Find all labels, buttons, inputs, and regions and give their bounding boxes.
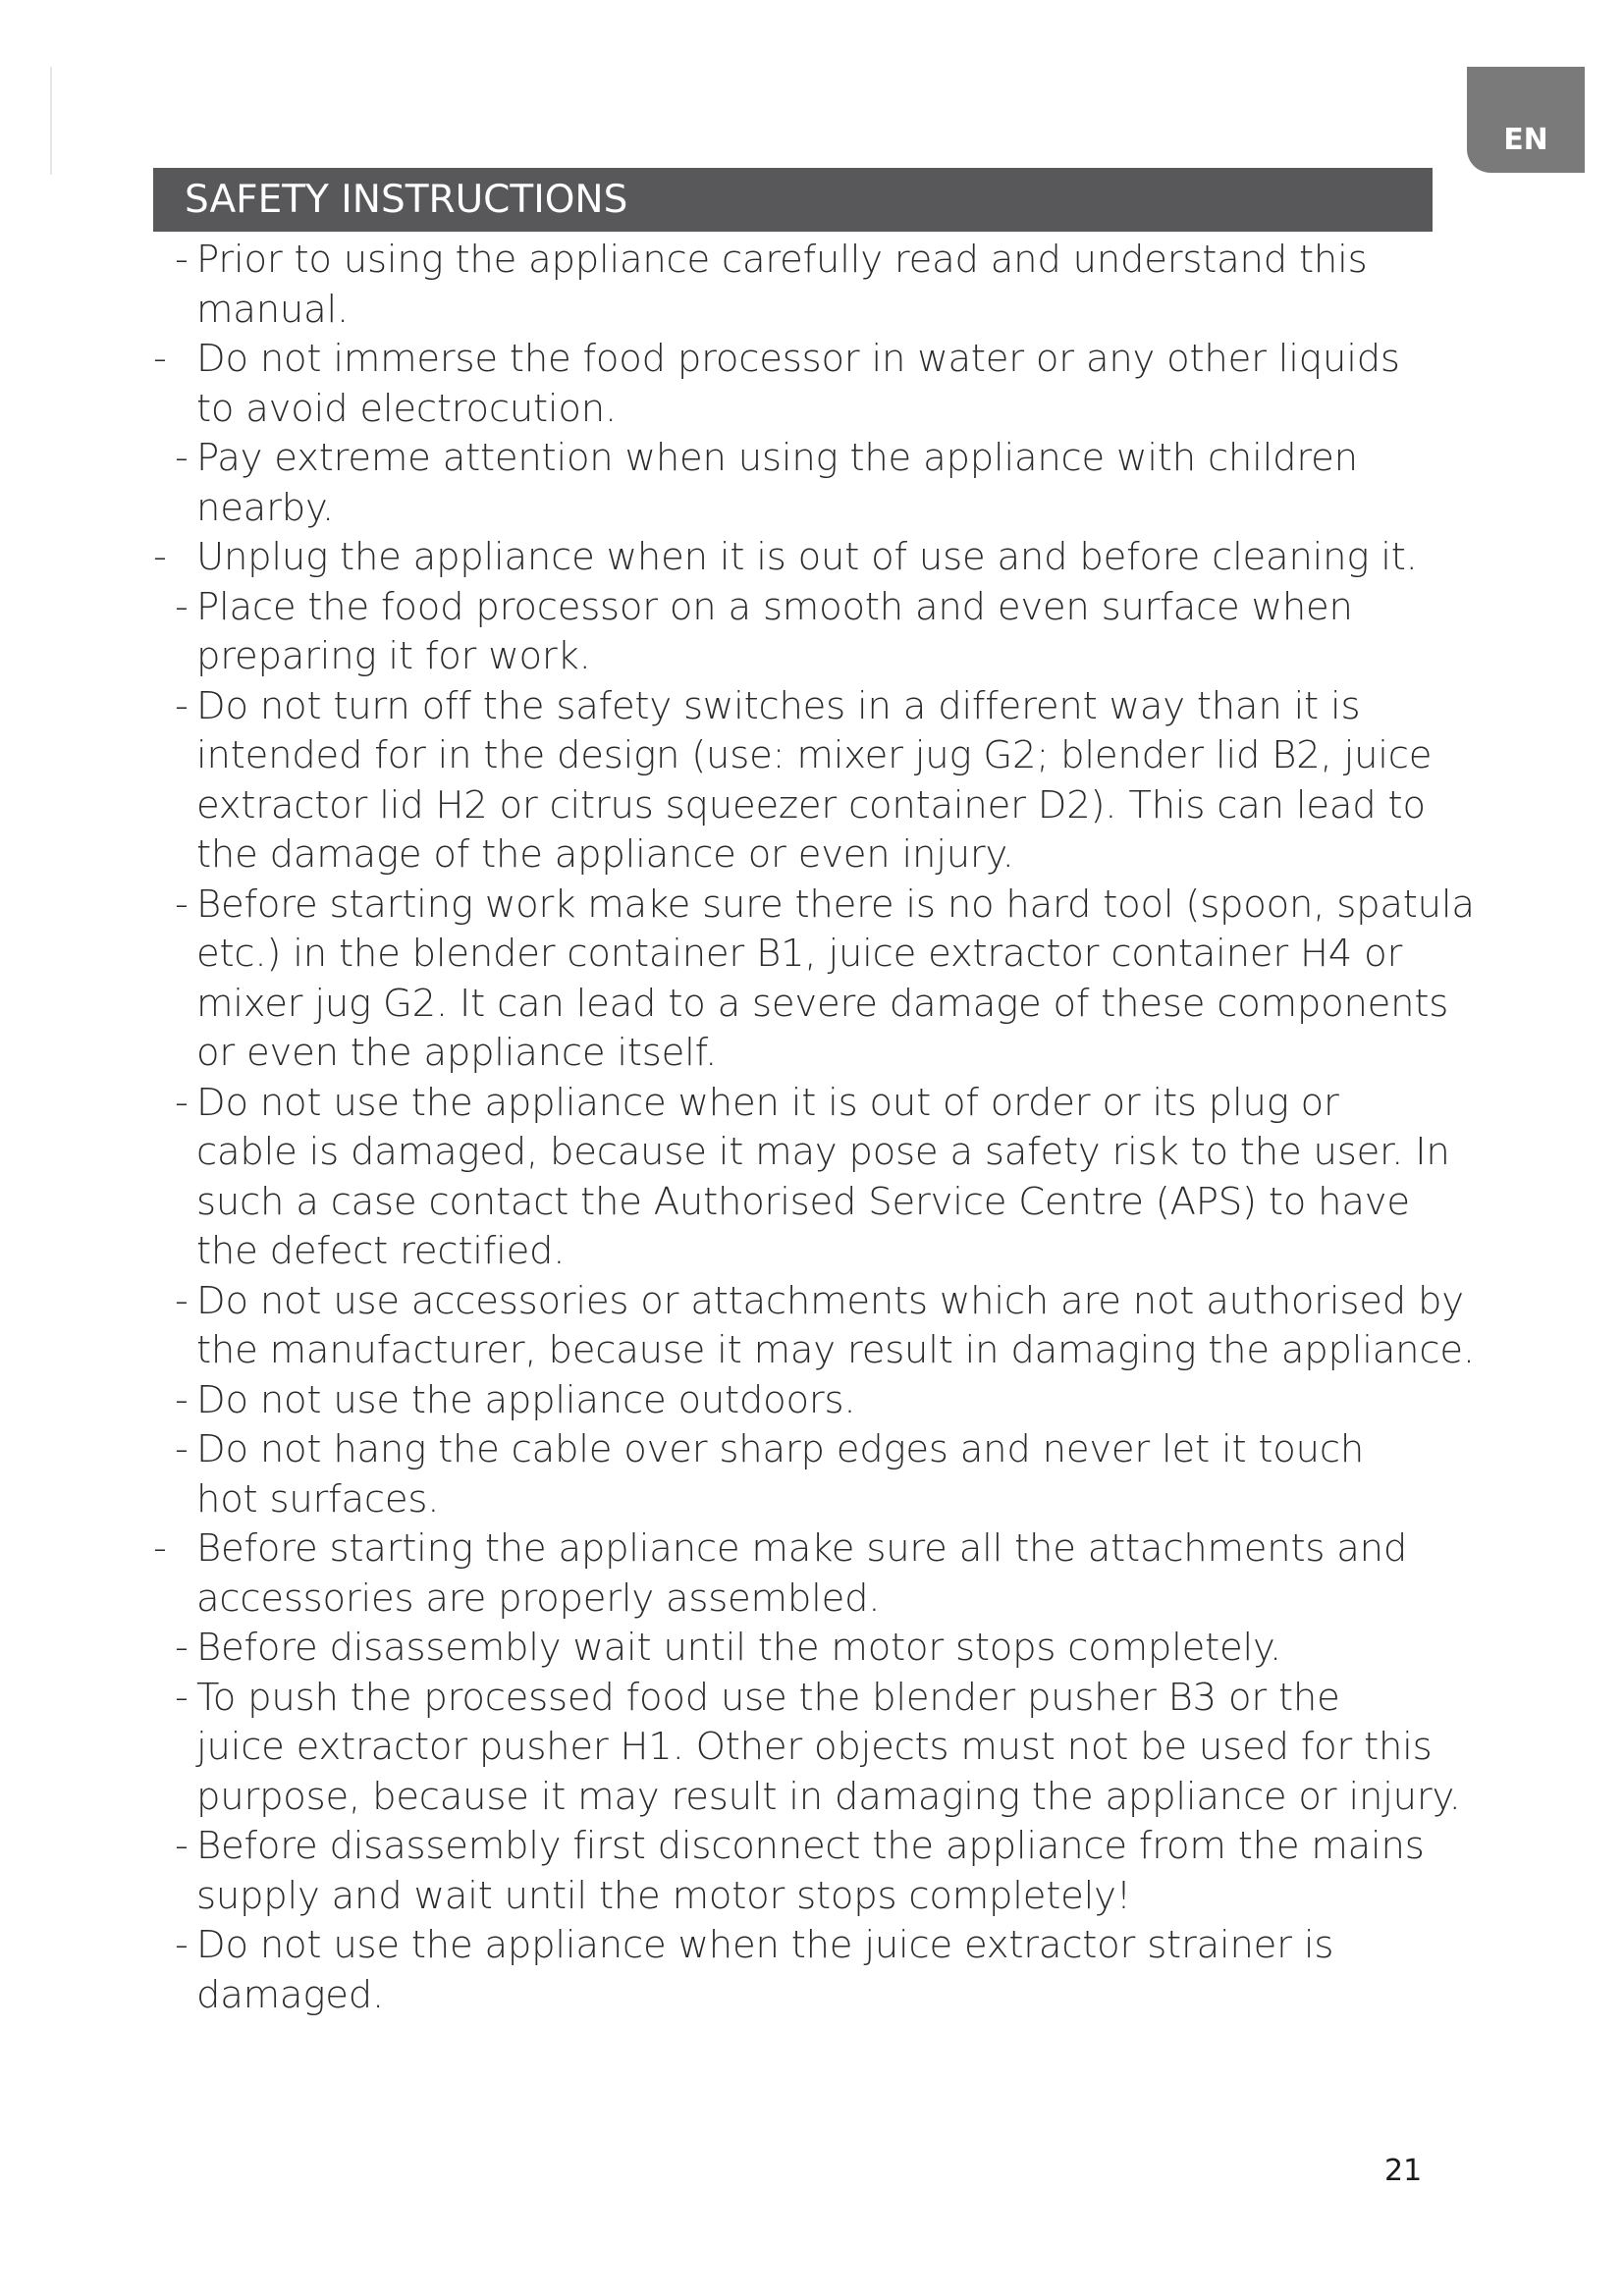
- list-item: [147, 236, 1483, 335]
- bullet-dash: -: [175, 1824, 189, 1868]
- bullet-dash: -: [175, 1427, 189, 1471]
- list-item: [147, 1524, 1483, 1624]
- bullet-dash: -: [175, 881, 189, 927]
- list-item: [147, 881, 1483, 1079]
- list-item-text: Pay extreme attention when using the appliance with children nearby.: [196, 436, 1358, 530]
- list-item: [147, 583, 1483, 682]
- list-item: [147, 682, 1483, 881]
- bullet-dash: -: [175, 238, 189, 282]
- list-item: [147, 533, 1483, 583]
- list-item: [147, 1376, 1483, 1426]
- list-item-text: To push the processed food use the blender pusher B3 or the juice extractor pusher H1. Other objects must not be used for this purpose, because it may result in damaging the appliance or injury.: [196, 1675, 1461, 1819]
- list-item: [147, 1822, 1483, 1921]
- bullet-dash: -: [175, 1675, 189, 1720]
- bullet-dash: -: [175, 1626, 189, 1670]
- bullet-dash: -: [175, 1080, 189, 1125]
- list-item-text: Before disassembly wait until the motor stops completely.: [196, 1626, 1282, 1670]
- bullet-dash: -: [175, 584, 189, 629]
- bullet-dash: -: [175, 1923, 189, 1967]
- list-item: [147, 434, 1483, 533]
- list-item-text: Do not immerse the food processor in water or any other liquids to avoid electrocution.: [196, 337, 1400, 431]
- list-item: [147, 1674, 1483, 1823]
- language-tab-label: EN: [1503, 123, 1548, 157]
- bullet-dash: -: [175, 1278, 189, 1323]
- list-item: [147, 1079, 1483, 1277]
- bullet-dash: -: [153, 1526, 167, 1571]
- bullet-dash: -: [175, 436, 189, 480]
- section-title: SAFETY INSTRUCTIONS: [185, 178, 628, 222]
- list-item-text: Do not turn off the safety switches in a different way than it is intended for in the design (use: mixer jug G2; blender lid B2, juice extractor lid H2 or citrus squeezer container D2). This can lead to the damage of the appliance or even injury.: [196, 683, 1433, 877]
- list-item-text: Unplug the appliance when it is out of use and before cleaning it.: [196, 535, 1418, 579]
- list-item-text: Do not hang the cable over sharp edges and never let it touch hot surfaces.: [196, 1427, 1365, 1522]
- list-item-text: Prior to using the appliance carefully read and understand this manual.: [196, 238, 1368, 332]
- bullet-dash: -: [153, 337, 167, 381]
- safety-instructions-list: [147, 236, 1483, 2020]
- list-item: [147, 1624, 1483, 1674]
- list-item-text: Before disassembly first disconnect the appliance from the mains supply and wait until the motor stops completely!: [196, 1824, 1425, 1918]
- list-item: [147, 335, 1483, 434]
- list-item-text: Do not use the appliance outdoors.: [196, 1377, 856, 1422]
- page-number: 21: [1384, 2154, 1423, 2188]
- margin-rule: [50, 67, 52, 175]
- list-item-text: Before starting work make sure there is no hard tool (spoon, spatula etc.) in the blender container B1, juice extractor container H4 or mixer jug G2. It can lead to a severe damage of these components or even the appliance itself.: [196, 881, 1475, 1075]
- language-tab: [1467, 67, 1585, 173]
- list-item-text: Do not use the appliance when it is out of order or its plug or cable is damaged, because it may pose a safety risk to the user. In such a case contact the Authorised Service Centre (APS) to have the defect rectified.: [196, 1080, 1450, 1273]
- list-item-text: Do not use accessories or attachments which are not authorised by the manufacturer, because it may result in damaging the appliance.: [196, 1278, 1475, 1372]
- section-header: [153, 168, 1433, 232]
- list-item-text: Do not use the appliance when the juice extractor strainer is damaged.: [196, 1923, 1334, 2017]
- list-item: [147, 1921, 1483, 2020]
- list-item: [147, 1277, 1483, 1376]
- list-item-text: Before starting the appliance make sure all the attachments and accessories are properly assembled.: [196, 1526, 1408, 1621]
- list-item-text: Place the food processor on a smooth and even surface when preparing it for work.: [196, 584, 1353, 678]
- bullet-dash: -: [175, 683, 189, 728]
- list-item: [147, 1425, 1483, 1524]
- bullet-dash: -: [175, 1377, 189, 1422]
- bullet-dash: -: [153, 535, 167, 579]
